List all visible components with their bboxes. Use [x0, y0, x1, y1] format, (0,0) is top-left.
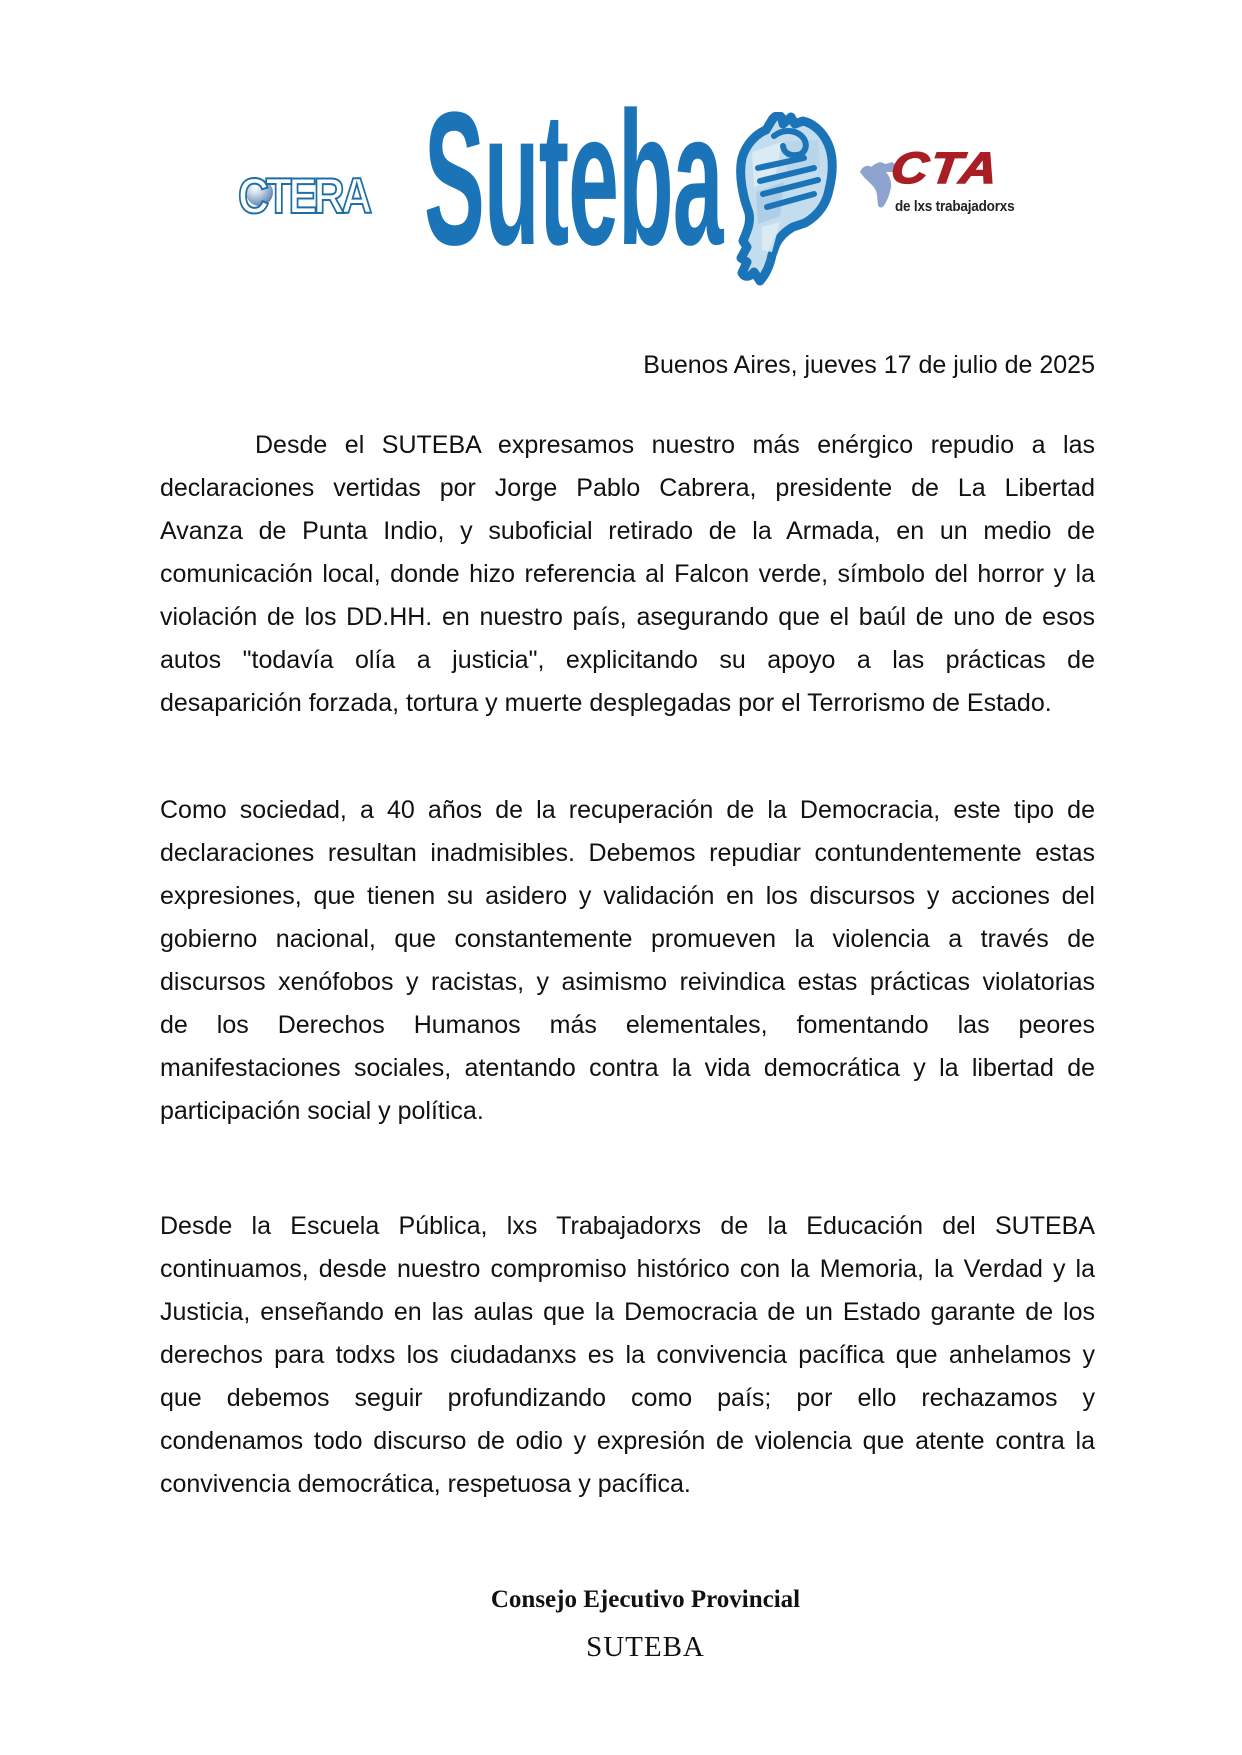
paragraph — [160, 1205, 1095, 1506]
text-line: manifestaciones sociales, atentando contra la vida democrática y la libertad de — [160, 1054, 1095, 1082]
text-line: participación social y política. — [160, 1097, 484, 1125]
cta-logo — [858, 144, 1033, 220]
text-line: que debemos seguir profundizando como país; por ello rechazamos y — [160, 1384, 1095, 1412]
text-line: desaparición forzada, tortura y muerte desplegadas por el Terrorismo de Estado. — [160, 689, 1052, 717]
paragraphs — [160, 424, 1095, 1506]
signature-block — [178, 1585, 1113, 1664]
text-line: condenamos todo discurso de odio y expresión de violencia que atente contra la — [160, 1427, 1095, 1455]
text-line: Desde la Escuela Pública, lxs Trabajadorxs de la Educación del SUTEBA — [160, 1212, 1095, 1240]
text-line: expresiones, que tienen su asidero y validación en los discursos y acciones del — [160, 882, 1095, 910]
text-line: Justicia, enseñando en las aulas que la Democracia de un Estado garante de los — [160, 1298, 1095, 1326]
letter-body — [160, 344, 1095, 1506]
paragraph — [160, 424, 1095, 725]
text-line: Como sociedad, a 40 años de la recuperación de la Democracia, este tipo de — [160, 796, 1095, 824]
paragraph — [160, 789, 1095, 1133]
text-line: de los Derechos Humanos más elementales, fomentando las peores — [160, 1011, 1095, 1039]
signature-council: Consejo Ejecutivo Provincial — [490, 1586, 801, 1613]
text-line: discursos xenófobos y racistas, y asimismo reivindica estas prácticas violatorias — [160, 968, 1095, 996]
suteba-hand-province-icon — [722, 112, 846, 292]
text-line: Desde el SUTEBA expresamos nuestro más enérgico repudio a las — [255, 431, 1095, 459]
text-line: autos "todavía olía a justicia", explicitando su apoyo a las prácticas de — [160, 646, 1095, 674]
text-line: derechos para todxs los ciudadanxs es la convivencia pacífica que anhelamos y — [160, 1341, 1095, 1369]
cta-subtitle: de lxs trabajadorxs — [895, 199, 1015, 215]
suteba-wordmark: Suteba — [424, 73, 723, 285]
ctera-wordmark: CTERA — [238, 168, 369, 224]
text-line: gobierno nacional, que constantemente promueven la violencia a través de — [160, 925, 1095, 953]
signature-org: SUTEBA — [586, 1631, 705, 1663]
text-line: convivencia democrática, respetuosa y pacífica. — [160, 1470, 691, 1498]
cta-wordmark: CTA — [888, 144, 1003, 193]
ctera-logo — [238, 160, 398, 224]
text-line: comunicación local, donde hizo referencia al Falcon verde, símbolo del horror y la — [160, 560, 1095, 588]
text-line: continuamos, desde nuestro compromiso histórico con la Memoria, la Verdad y la — [160, 1255, 1095, 1283]
date-line: Buenos Aires, jueves 17 de julio de 2025 — [643, 351, 1095, 379]
text-line: Avanza de Punta Indio, y suboficial retirado de la Armada, en un medio de — [160, 517, 1095, 545]
text-line: declaraciones resultan inadmisibles. Debemos repudiar contundentemente estas — [160, 839, 1095, 867]
text-line: violación de los DD.HH. en nuestro país, asegurando que el baúl de uno de esos — [160, 603, 1095, 631]
text-line: declaraciones vertidas por Jorge Pablo Cabrera, presidente de La Libertad — [160, 474, 1095, 502]
